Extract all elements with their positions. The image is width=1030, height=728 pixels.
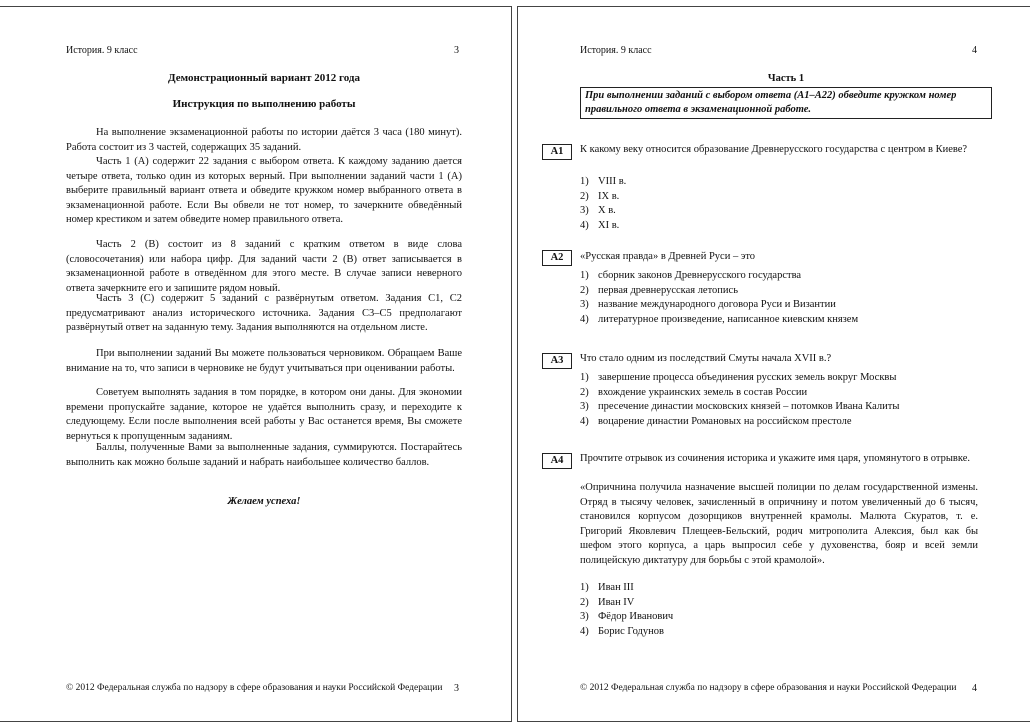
answer-option[interactable]: 2) первая древнерусская летопись <box>580 284 738 296</box>
answer-option[interactable]: 2) вхождение украинских земель в состав России <box>580 386 808 398</box>
answer-options <box>580 175 978 233</box>
answer-option[interactable]: 1) завершение процесса объединения русских земель вокруг Москвы <box>580 372 897 383</box>
page-title: Демонстрационный вариант 2012 года <box>168 72 360 84</box>
question-text: Что стало одним из последствий Смуты начала XVII в.? <box>580 353 832 364</box>
instruction-paragraph: Часть 2 (В) состоит из 8 заданий с кратким ответом в виде слова (словосочетания) или набора цифр. Для заданий части 2 (В) ответ записывается в экзаменационной работе в отведённом для этого месте. В случае записи неверного ответа зачеркните его и запишите рядом новый. <box>66 239 462 294</box>
answer-options <box>580 371 978 429</box>
instruction-heading: Инструкция по выполнению работы <box>172 98 356 110</box>
question-text: Прочтите отрывок из сочинения историка и укажите имя царя, упомянутого в отрывке. <box>580 453 971 464</box>
page-number: 3 <box>454 45 459 56</box>
footer-page-number: 4 <box>972 683 977 694</box>
answer-option[interactable]: 4) воцарение династии Романовых на российском престоле <box>580 415 852 427</box>
instruction-box: При выполнении заданий с выбором ответа (А1–А22) обведите кружком номер правильного ответа в экзаменационной работе. <box>580 87 992 119</box>
answer-option[interactable]: 1) сборник законов Древнерусского государства <box>580 270 802 281</box>
answer-option[interactable]: 4) литературное произведение, написанное киевским князем <box>580 313 859 325</box>
question-tag-a4: А4 <box>542 453 572 469</box>
answer-option[interactable]: 4) Борис Годунов <box>580 625 664 637</box>
part-title: Часть 1 <box>767 73 805 84</box>
question-tag-a2: А2 <box>542 250 572 266</box>
question-tag-a3: А3 <box>542 353 572 369</box>
answer-options <box>580 269 978 327</box>
footer-page-number: 3 <box>454 683 459 694</box>
answer-option[interactable]: 3) Фёдор Иванович <box>580 611 674 623</box>
instruction-paragraph: На выполнение экзаменационной работы по истории даётся 3 часа (180 минут). Работа состоит из 3 частей, содержащих 35 заданий. <box>66 127 462 153</box>
page-right <box>517 6 1030 722</box>
page-footer: © 2012 Федеральная служба по надзору в сфере образования и науки Российской Федерации <box>580 683 957 693</box>
page-number: 4 <box>972 45 977 56</box>
instruction-paragraph: Часть 1 (А) содержит 22 задания с выбором ответа. К каждому заданию дается четыре ответа, только один из которых верный. При выполнении заданий части 1 (А) выберите правильный вариант ответа и обведите кружком номер выбранного ответа в экзаменационной работе. Если Вы обвели не тот номер, то зачеркните обведённый номер крестиком и затем обведите номер правильного ответа. <box>66 156 462 226</box>
page-left <box>0 6 512 722</box>
page-footer: © 2012 Федеральная служба по надзору в сфере образования и науки Российской Федерации <box>66 683 443 693</box>
page-header: История. 9 класс <box>580 45 652 56</box>
question-text: «Русская правда» в Древней Руси – это <box>580 251 756 262</box>
instruction-paragraph: Баллы, полученные Вами за выполненные задания, суммируются. Постарайтесь выполнить как можно больше заданий и набрать наибольшее количество баллов. <box>66 442 462 468</box>
answer-option[interactable]: 1) VIII в. <box>580 176 627 187</box>
answer-option[interactable]: 3) название международного договора Руси и Византии <box>580 299 836 311</box>
question-quote: «Опричнина получила назначение высшей полиции по делам государственной измены. Отряд в тысячу человек, зачисленный в опричнину и потом увеличенный до 6 тысяч, становился корпусом дозорщиков внутренней крамолы. Малюта Скуратов, т. е. Григорий Яковлевич Плещеев-Бельский, родич митрополита Алексия, был как бы шефом этого корпуса, а царь выпросил себе у духовенства, бояр и всей земли полицейскую диктатуру для борьбы с этой крамолой». <box>580 482 978 566</box>
instruction-paragraph: При выполнении заданий Вы можете пользоваться черновиком. Обращаем Ваше внимание на то, что записи в черновике не будут учитываться при оценивании работы. <box>66 348 462 374</box>
answer-option[interactable]: 2) IX в. <box>580 190 620 202</box>
answer-option[interactable]: 4) XI в. <box>580 219 620 231</box>
page-header: История. 9 класс <box>66 45 138 56</box>
answer-option[interactable]: 2) Иван IV <box>580 596 635 608</box>
answer-option[interactable]: 3) пресечение династии московских князей – потомков Ивана Калиты <box>580 401 900 413</box>
instruction-paragraph: Часть 3 (С) содержит 5 заданий с развёрнутым ответом. Задания С1, С2 предусматривают анализ исторического источника. Задания С3–С5 предполагают развёрнутый ответ на заданную тему. Задания выполняются на отдельном листе. <box>66 293 462 334</box>
good-luck-text: Желаем успеха! <box>227 496 301 507</box>
answer-option[interactable]: 1) Иван III <box>580 582 634 593</box>
question-text: К какому веку относится образование Древнерусского государства с центром в Киеве? <box>580 144 968 155</box>
question-tag-a1: А1 <box>542 144 572 160</box>
answer-option[interactable]: 3) X в. <box>580 205 616 217</box>
instruction-paragraph: Советуем выполнять задания в том порядке, в котором они даны. Для экономии времени пропускайте задание, которое не удаётся выполнить сразу, и переходите к следующему. Если после выполнения всей работы у Вас останется время, Вы сможете вернуться к пропущенным заданиям. <box>66 387 462 442</box>
answer-options <box>580 581 978 639</box>
